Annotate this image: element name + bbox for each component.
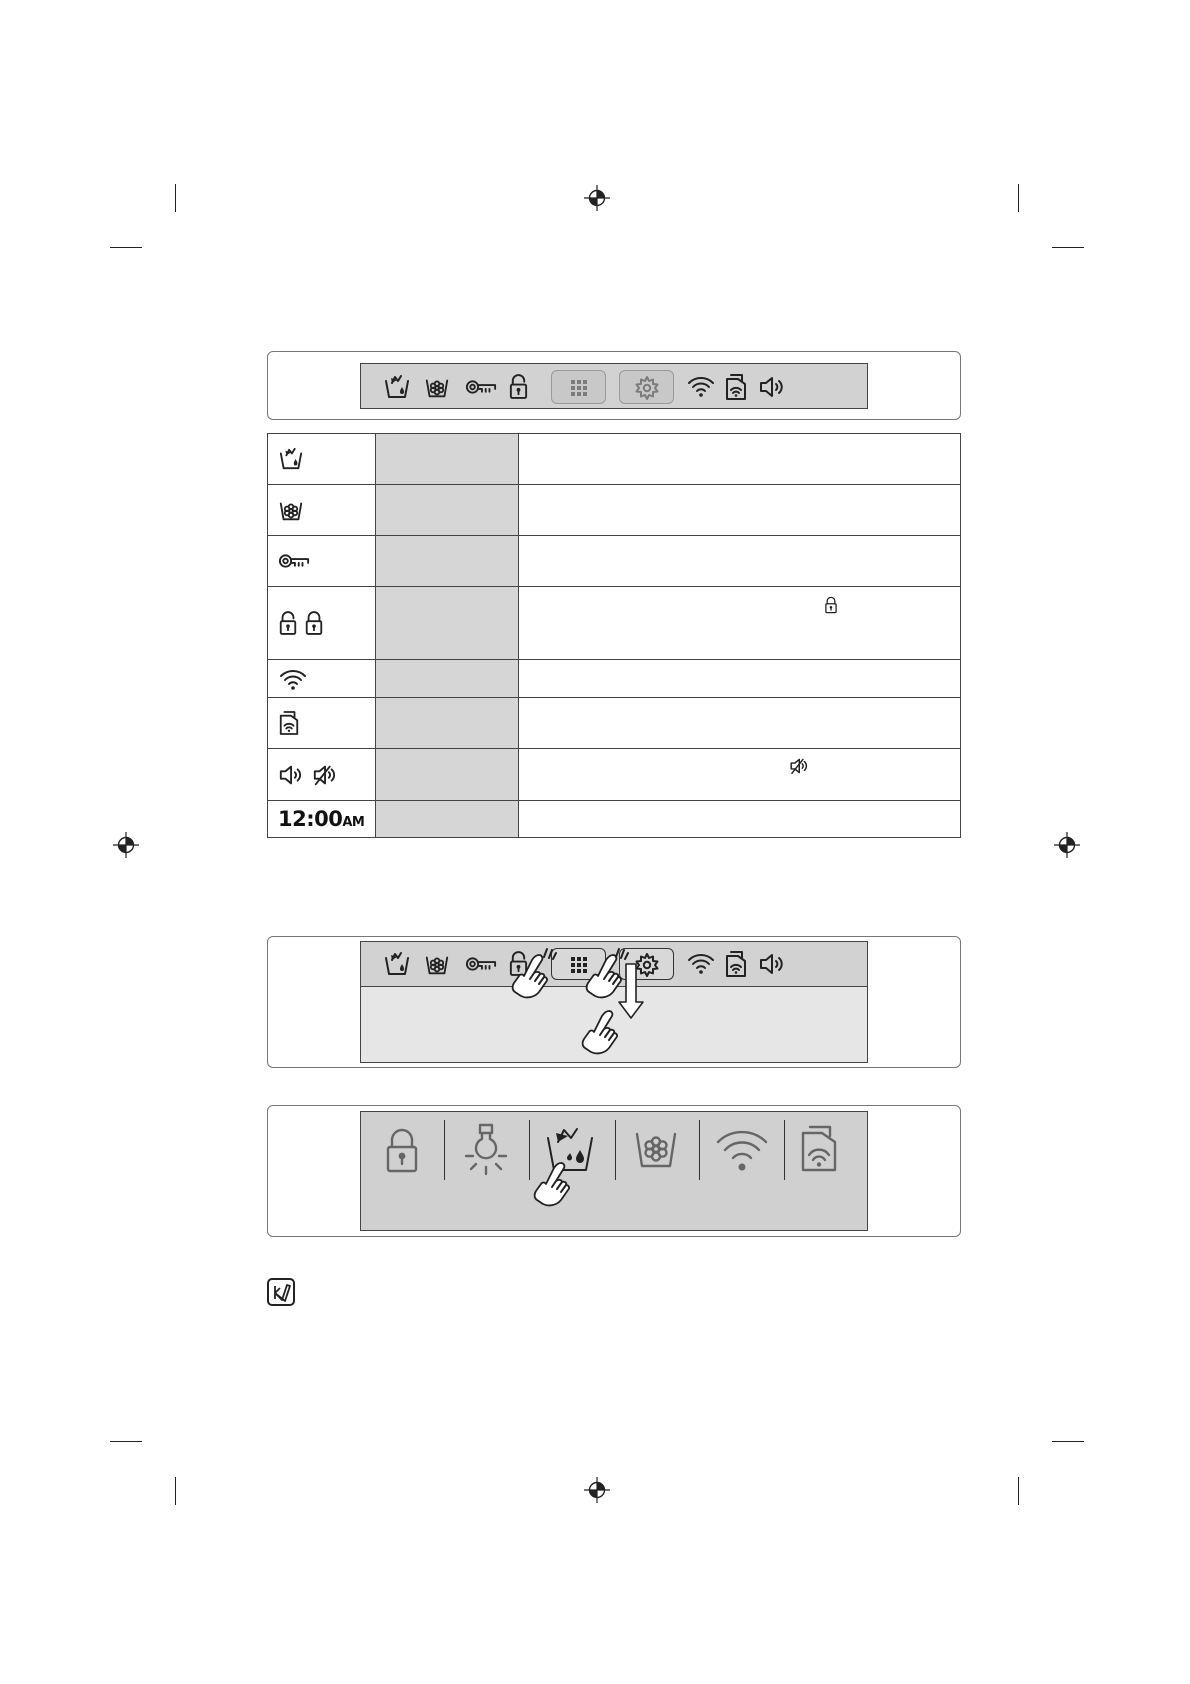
swipe-panel: [360, 941, 868, 1063]
registration-mark-icon: [113, 832, 139, 858]
sound-on-icon[interactable]: [758, 375, 788, 399]
ice-maker-icon: [278, 497, 304, 523]
lock-icon: [304, 610, 324, 636]
wifi-icon[interactable]: [686, 374, 716, 398]
smart-control-icon[interactable]: [724, 373, 748, 401]
registration-mark-icon: [1054, 832, 1080, 858]
crop-mark: [110, 247, 142, 248]
swipe-hand-icon: [579, 1008, 623, 1056]
smart-control-icon: [278, 710, 300, 736]
description-cell: [519, 536, 961, 587]
name-cell: [376, 801, 519, 838]
lock-icon: [824, 596, 838, 614]
tap-motion-lines-icon: [613, 944, 629, 960]
tap-hand-icon: [531, 1160, 575, 1208]
icon-description-table: [267, 433, 961, 838]
menu-separator: [529, 1120, 530, 1180]
ice-maker-icon[interactable]: [424, 951, 450, 977]
table-row: [268, 485, 961, 536]
crop-mark: [175, 184, 176, 212]
description-cell: [519, 660, 961, 698]
unlock-icon: [278, 610, 298, 636]
table-row: [268, 587, 961, 660]
filter-icon[interactable]: [465, 954, 497, 974]
table-row: [268, 749, 961, 801]
light-icon[interactable]: [461, 1122, 511, 1178]
menu-separator: [615, 1120, 616, 1180]
description-cell: [519, 749, 961, 801]
registration-mark-icon: [584, 1477, 610, 1503]
sound-off-icon: [789, 757, 811, 775]
crop-mark: [1052, 247, 1084, 248]
icon-cell: [268, 485, 376, 536]
ice-off-icon[interactable]: [383, 951, 411, 977]
menu-separator: [444, 1120, 445, 1180]
crop-mark: [175, 1477, 176, 1505]
icon-cell: [268, 434, 376, 485]
crop-mark: [1018, 1477, 1019, 1505]
name-cell: [376, 587, 519, 660]
menu-grid-icon: [569, 378, 589, 398]
icon-cell: [268, 660, 376, 698]
crop-mark: [1018, 184, 1019, 212]
wifi-icon[interactable]: [686, 951, 716, 975]
menu-separator: [784, 1120, 785, 1180]
settings-icon: [634, 375, 660, 401]
description-cell: [519, 698, 961, 749]
ice-maker-icon[interactable]: [633, 1128, 679, 1170]
description-cell: [519, 434, 961, 485]
crop-mark: [110, 1441, 142, 1442]
name-cell: [376, 434, 519, 485]
filter-icon: [278, 551, 310, 571]
description-cell: [519, 801, 961, 838]
sound-on-icon[interactable]: [758, 952, 788, 976]
registration-mark-icon: [584, 185, 610, 211]
smart-control-icon[interactable]: [798, 1124, 842, 1174]
lock-icon[interactable]: [383, 1126, 421, 1174]
description-cell: [519, 587, 961, 660]
smart-control-icon[interactable]: [724, 950, 748, 978]
crop-mark: [1052, 1441, 1084, 1442]
ice-off-icon: [278, 447, 304, 471]
name-cell: [376, 698, 519, 749]
note-icon: [266, 1277, 296, 1307]
tap-motion-lines-icon: [541, 944, 557, 960]
filter-icon[interactable]: [465, 377, 497, 397]
description-cell: [519, 485, 961, 536]
icon-cell: [268, 536, 376, 587]
settings-button[interactable]: [619, 370, 674, 404]
icon-cell: [268, 749, 376, 801]
ice-maker-icon[interactable]: [424, 374, 450, 400]
wifi-icon[interactable]: [714, 1128, 770, 1172]
icon-cell: [268, 801, 376, 838]
wifi-icon: [278, 667, 308, 691]
name-cell: [376, 485, 519, 536]
ice-off-icon[interactable]: [383, 374, 411, 400]
menu-separator: [699, 1120, 700, 1180]
sound-off-icon: [312, 763, 340, 787]
unlock-icon[interactable]: [508, 373, 529, 400]
clock-display: 12:00AM: [278, 807, 365, 831]
name-cell: [376, 660, 519, 698]
name-cell: [376, 749, 519, 801]
table-row: [268, 660, 961, 698]
icon-cell: [268, 587, 376, 660]
table-row: [268, 536, 961, 587]
table-row: [268, 801, 961, 838]
sound-on-icon: [278, 763, 306, 787]
icon-bar-panel: [360, 363, 868, 409]
menu-panel: [360, 1111, 868, 1231]
table-row: [268, 698, 961, 749]
menu-button[interactable]: [551, 370, 606, 404]
icon-cell: [268, 698, 376, 749]
table-row: [268, 434, 961, 485]
name-cell: [376, 536, 519, 587]
